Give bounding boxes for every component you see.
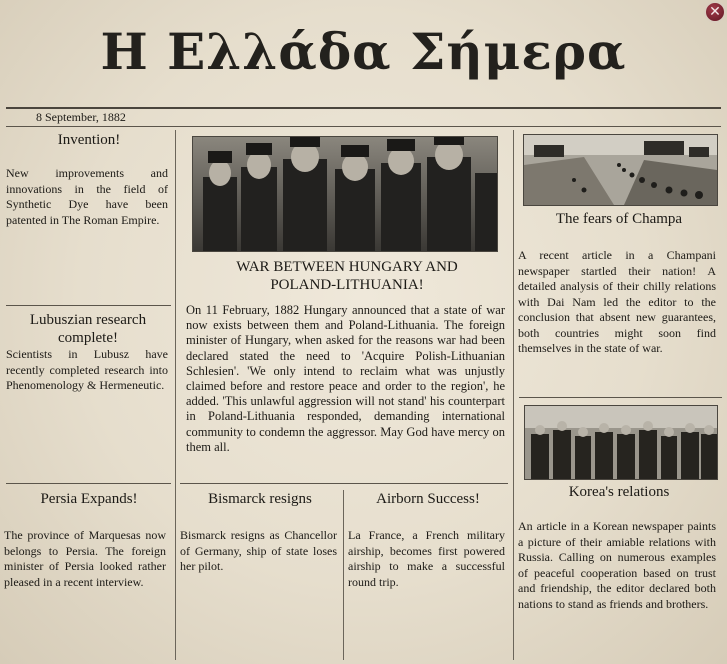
champa-body: A recent article in a Champani newspaper startled their nation! A detailed analysis of their chilly relations with Dai Nam led the editor to the conclusion that absent new guarantees, both countries might soon find themselves in the state of war. [518, 248, 716, 355]
bismarck-body: Bismarck resigns as Chancellor of Germany, ship of state loses her pilot. [180, 528, 337, 573]
column-divider-1 [175, 130, 176, 660]
invention-headline: Invention! [57, 132, 121, 148]
lead-photo-soldiers [192, 136, 498, 252]
champa-headline: The fears of Champa [555, 211, 683, 227]
airborn-body: La France, a French military airship, becomes first powered airship to make a successful round trip. [348, 528, 505, 589]
masthead-title: Η Ελλάδα Σήμερα [100, 22, 627, 81]
column-divider-3 [343, 490, 344, 660]
lead-body: On 11 February, 1882 Hungary announced that a state of war now exists between them and Poland-Lithuania. The foreign minister of Hungary, when asked for the reasons war had been declared stated the need to 'Acquire Polish-Lithuanian Schlesien'. 'We only intend to reclaim what was unjustly claimed before and restore peace and order to the region', he added. 'This unlawful aggression will not stand' his counterpart in Poland-Lithuania responded, demanding international community to condemn the aggressor. May God have mercy on them all. [186, 303, 505, 454]
rule-left-1 [6, 305, 171, 306]
persia-body: The province of Marquesas now belongs to Persia. The foreign minister of Persia looked rather pleased in a recent interview. [4, 528, 166, 589]
korea-headline: Korea's relations [568, 484, 670, 500]
rule-center [180, 483, 508, 484]
bismarck-headline: Bismarck resigns [208, 491, 312, 507]
research-headline: Lubuszian research complete! [29, 312, 147, 346]
rule-left-2 [6, 483, 171, 484]
korea-photo-group [524, 405, 718, 480]
airborn-headline: Airborn Success! [376, 491, 480, 507]
persia-headline: Persia Expands! [40, 491, 138, 507]
research-body: Scientists in Lubusz have recently completed research into Phenomenology & Hermeneutic. [6, 347, 168, 392]
column-divider-2 [513, 130, 514, 660]
rule-date [6, 126, 721, 127]
champa-photo-street [523, 134, 718, 206]
invention-body: New improvements and innovations in the field of Synthetic Dye have been patented in The Roman Empire. [6, 166, 168, 227]
korea-body: An article in a Korean newspaper paints a picture of their amiable relations with Russia. Calling on numerous examples of peaceful cooperation based on trust and friendship, the editor declared both nations to stand as friends and brothers. [518, 519, 716, 611]
rule-right [519, 397, 722, 398]
close-icon: ✕ [709, 4, 721, 20]
close-button[interactable] [704, 1, 726, 23]
lead-headline: WAR BETWEEN HUNGARY AND POLAND-LITHUANIA! [236, 259, 458, 293]
issue-date: 8 September, 1882 [36, 110, 126, 124]
rule-top [6, 107, 721, 109]
